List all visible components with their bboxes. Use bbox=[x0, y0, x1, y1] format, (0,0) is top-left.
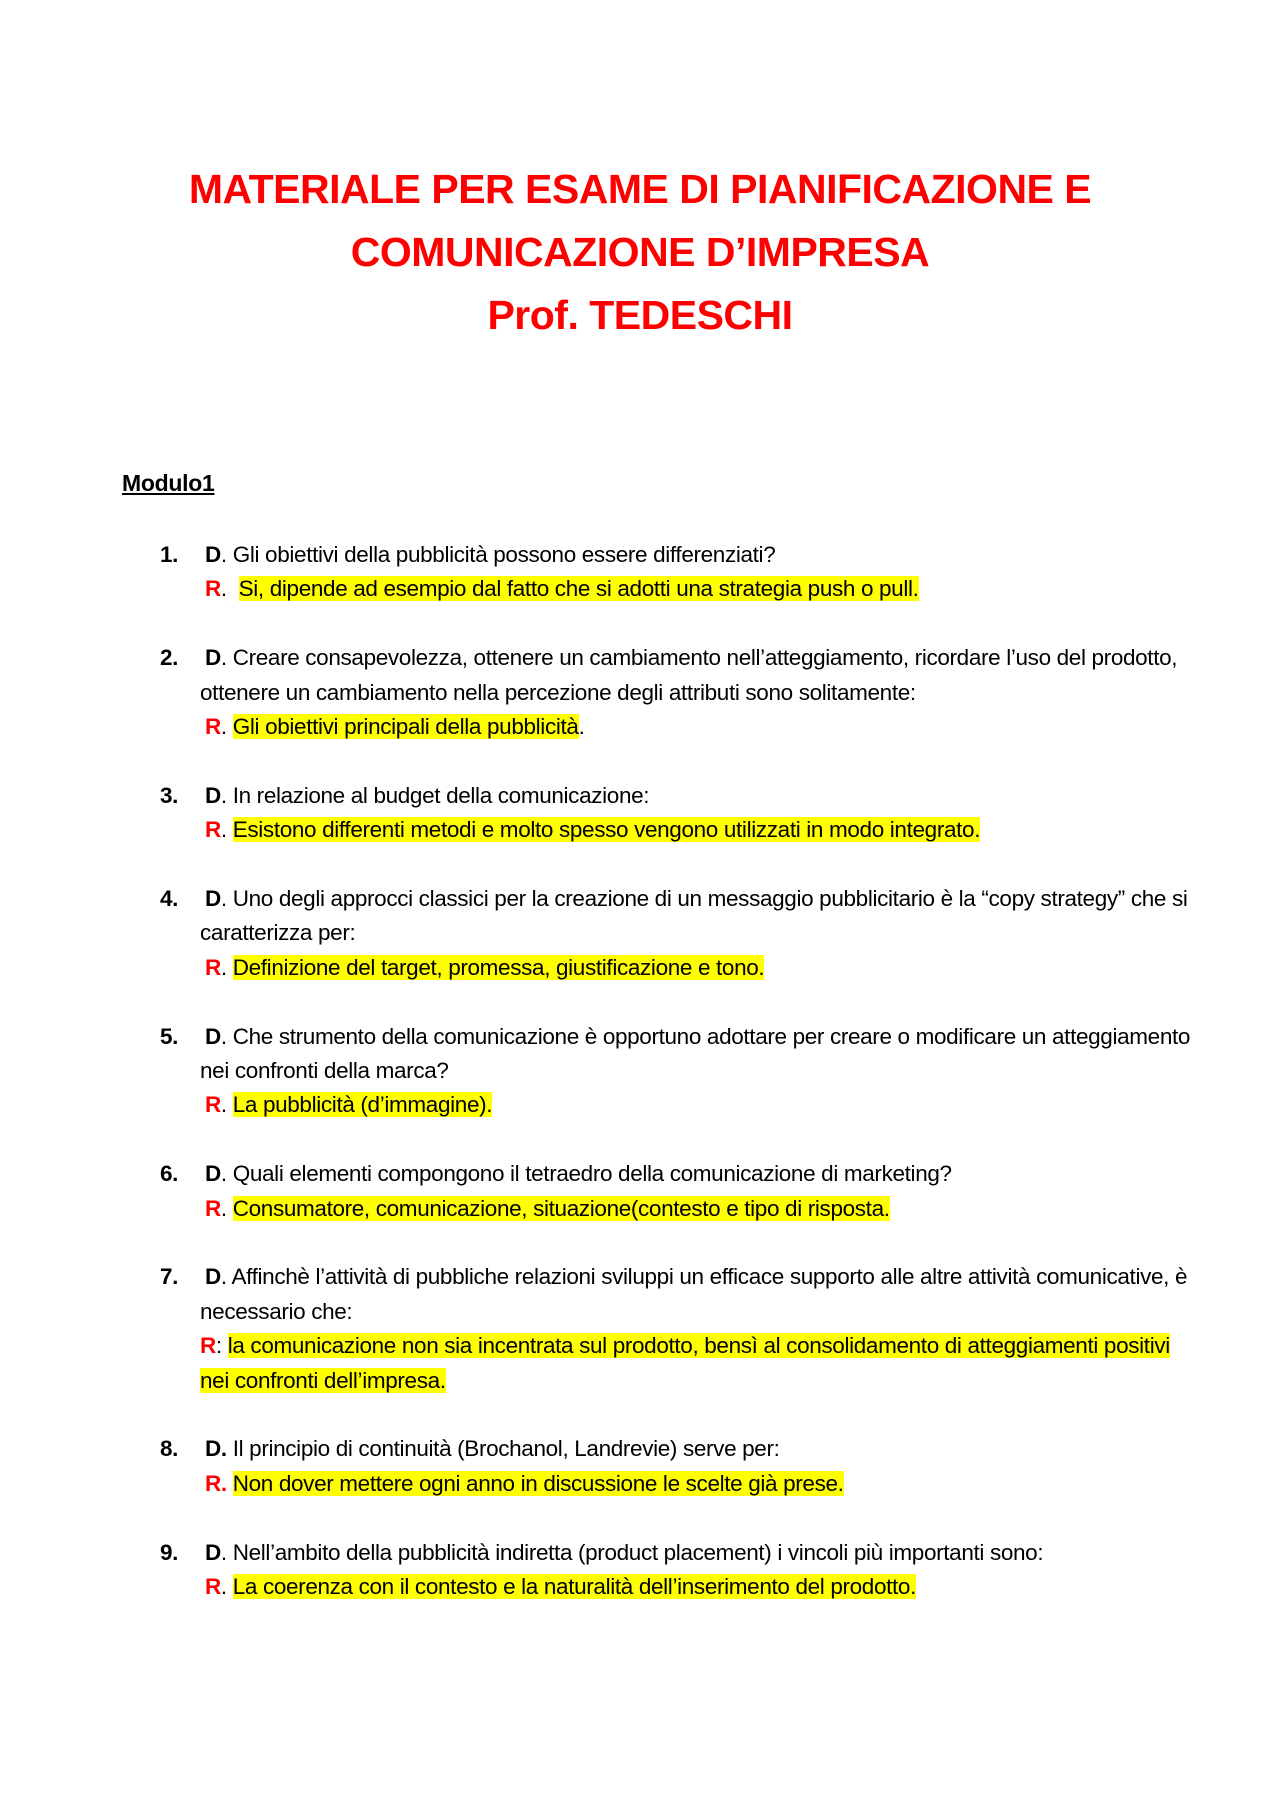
answer bbox=[200, 572, 1200, 606]
answer-text: Esistono differenti metodi e molto spesso vengono utilizzati in modo integrato. bbox=[232, 817, 981, 843]
question-text: . Uno degli approcci classici per la creazione di un messaggio pubblicitario è la “copy strategy” che si caratterizza per: bbox=[200, 886, 1188, 946]
answer bbox=[195, 1329, 1200, 1398]
question bbox=[200, 1157, 1200, 1191]
question-item bbox=[0, 882, 1280, 985]
question bbox=[200, 1260, 1200, 1329]
answer-text: Si, dipende ad esempio dal fatto che si adotti una strategia push o pull. bbox=[238, 576, 919, 602]
answer-label: R bbox=[205, 714, 221, 740]
question-item bbox=[0, 1260, 1280, 1398]
item-number: 4. bbox=[160, 886, 179, 912]
question-text: . In relazione al budget della comunicazione: bbox=[220, 782, 650, 808]
question-label: D bbox=[205, 1023, 221, 1049]
question bbox=[200, 779, 1200, 813]
answer bbox=[200, 1192, 1200, 1226]
question-text: . Creare consapevolezza, ottenere un cambiamento nell’atteggiamento, ricordare l’uso del prodotto, ottenere un cambiamento nella percezione degli attributi sono solitamente: bbox=[200, 645, 1178, 705]
answer-tail: . bbox=[578, 714, 585, 740]
answer-separator: . bbox=[220, 714, 233, 740]
answer-label: R bbox=[205, 1092, 221, 1118]
answer-label: R bbox=[205, 1574, 221, 1600]
answer-separator: : bbox=[215, 1333, 228, 1359]
question-label: D. bbox=[205, 1436, 227, 1462]
question-item bbox=[0, 1157, 1280, 1226]
question-label: D bbox=[205, 1161, 221, 1187]
question-text: . Nell’ambito della pubblicità indiretta (product placement) i vincoli più importanti sono: bbox=[220, 1539, 1044, 1565]
question-text: . Che strumento della comunicazione è opportuno adottare per creare o modificare un atteggiamento nei confronti della marca? bbox=[200, 1023, 1191, 1084]
item-number: 8. bbox=[160, 1436, 179, 1462]
answer-text: Gli obiettivi principali della pubblicità bbox=[232, 714, 579, 740]
item-number: 1. bbox=[160, 542, 179, 567]
item-number: 3. bbox=[160, 782, 179, 808]
question-item bbox=[0, 1432, 1280, 1501]
answer-label: R bbox=[205, 817, 221, 843]
answer bbox=[200, 710, 1200, 744]
question-item bbox=[0, 641, 1280, 744]
question-item bbox=[0, 1536, 1280, 1605]
answer-text: la comunicazione non sia incentrata sul prodotto, bensì al consolidamento di atteggiamenti positivi nei confronti dell’impresa. bbox=[200, 1333, 1170, 1393]
answer-text: Definizione del target, promessa, giustificazione e tono. bbox=[232, 954, 765, 980]
answer-separator: . bbox=[220, 576, 239, 602]
question bbox=[200, 882, 1200, 951]
question bbox=[200, 641, 1200, 710]
answer-label: R. bbox=[205, 1470, 227, 1496]
answer-text: Non dover mettere ogni anno in discussione le scelte già prese. bbox=[232, 1470, 844, 1496]
answer-text: La pubblicità (d’immagine). bbox=[232, 1092, 493, 1118]
question bbox=[200, 538, 1200, 572]
question-label: D bbox=[205, 782, 221, 808]
module-heading: Modulo1 bbox=[122, 470, 215, 496]
title-line-3: Prof. TEDESCHI bbox=[487, 292, 793, 338]
question-text: . Quali elementi compongono il tetraedro della comunicazione di marketing? bbox=[220, 1161, 952, 1187]
question-item bbox=[0, 1020, 1280, 1123]
answer-text: Consumatore, comunicazione, situazione(contesto e tipo di risposta. bbox=[232, 1195, 890, 1221]
answer-separator: . bbox=[220, 1574, 233, 1600]
question-label: D bbox=[205, 886, 221, 912]
question bbox=[200, 1020, 1200, 1089]
item-number: 7. bbox=[160, 1264, 179, 1290]
answer-separator: . bbox=[220, 1092, 233, 1118]
item-number: 2. bbox=[160, 645, 179, 671]
question bbox=[200, 1536, 1200, 1570]
question-item bbox=[0, 538, 1280, 607]
title-line-1: MATERIALE PER ESAME DI PIANIFICAZIONE E bbox=[188, 166, 1092, 212]
answer bbox=[200, 951, 1200, 985]
answer-label: R bbox=[200, 1333, 216, 1359]
question-item bbox=[0, 779, 1280, 848]
answer-separator bbox=[227, 1471, 233, 1496]
answer-separator: . bbox=[220, 1195, 233, 1221]
question-text: Il principio di continuità (Brochanol, Landrevie) serve per: bbox=[226, 1436, 780, 1462]
question-label: D bbox=[205, 542, 221, 567]
answer bbox=[200, 1467, 1200, 1501]
document-title bbox=[0, 158, 1280, 347]
answer bbox=[200, 1088, 1200, 1122]
answer-separator: . bbox=[220, 817, 233, 843]
question-label: D bbox=[205, 1539, 221, 1565]
question-text: . Affinchè l’attività di pubbliche relazioni sviluppi un efficace supporto alle altre attività comunicative, è necessario che: bbox=[200, 1264, 1188, 1324]
answer-label: R bbox=[205, 576, 221, 602]
item-number: 9. bbox=[160, 1539, 179, 1565]
answer-label: R bbox=[205, 954, 221, 980]
question-list bbox=[0, 538, 1280, 1639]
question bbox=[200, 1432, 1200, 1466]
answer bbox=[200, 813, 1200, 847]
answer-label: R bbox=[205, 1195, 221, 1221]
title-line-2: COMUNICAZIONE D’IMPRESA bbox=[350, 229, 930, 275]
item-number: 5. bbox=[160, 1023, 179, 1049]
question-label: D bbox=[205, 645, 221, 671]
answer-text: La coerenza con il contesto e la naturalità dell’inserimento del prodotto. bbox=[232, 1574, 916, 1600]
question-label: D bbox=[205, 1264, 221, 1290]
answer-separator: . bbox=[220, 954, 233, 980]
question-text: . Gli obiettivi della pubblicità possono essere differenziati? bbox=[220, 542, 776, 567]
answer bbox=[200, 1570, 1200, 1604]
item-number: 6. bbox=[160, 1161, 179, 1187]
